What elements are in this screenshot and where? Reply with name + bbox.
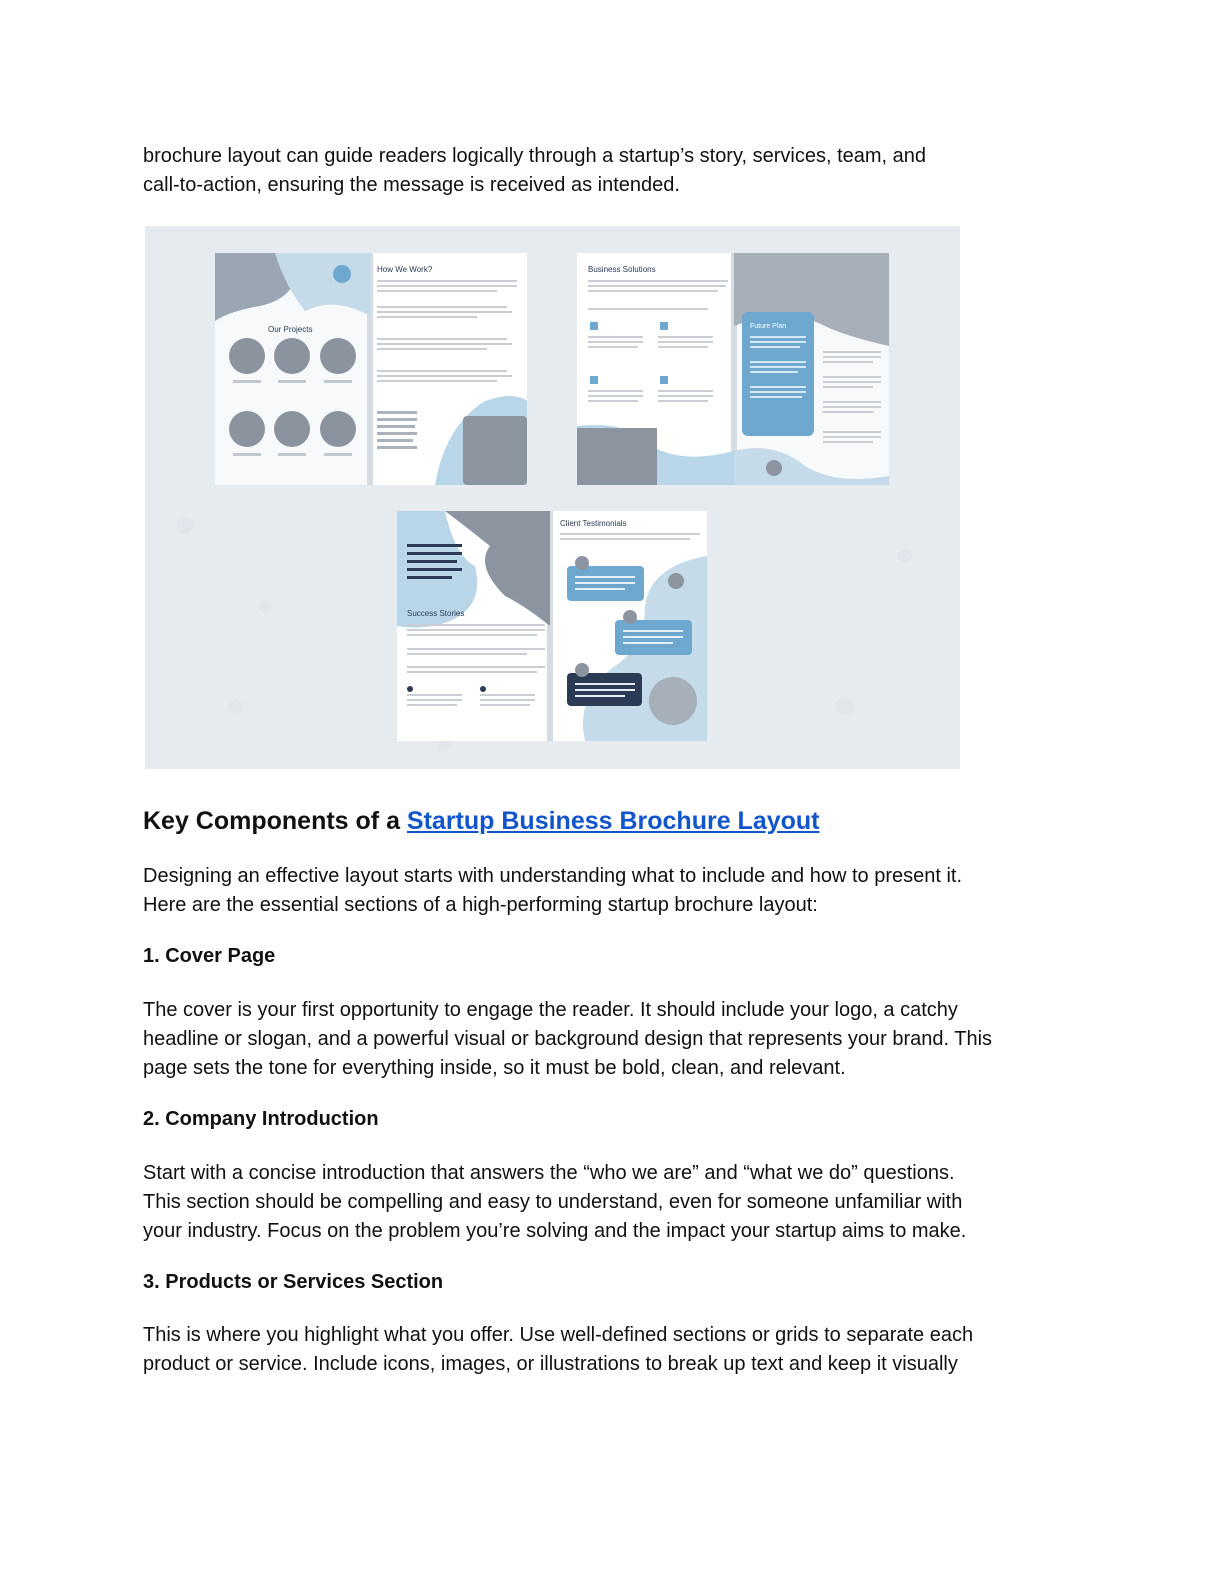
item-heading-company-introduction: 2. Company Introduction: [143, 1108, 379, 1130]
spread1-right-title: How We Work?: [377, 265, 433, 274]
item-2-line-3: your industry. Focus on the problem you’re solving and the impact your startup aims to make.: [143, 1220, 967, 1242]
spread2-left-title: Business Solutions: [588, 265, 656, 274]
brochure-layout-link[interactable]: Startup Business Brochure Layout: [406, 807, 820, 835]
item-3-line-1: This is where you highlight what you offer. Use well-defined sections or grids to separate each: [143, 1324, 974, 1346]
item-2-line-1: Start with a concise introduction that answers the “who we are” and “what we do” questions.: [143, 1162, 955, 1184]
item-paragraph-company-introduction: [143, 1159, 1083, 1246]
brochure-mockup-image: [145, 226, 960, 769]
item-1-line-3: page sets the tone for everything inside, so it must be bold, clean, and relevant.: [143, 1057, 846, 1079]
section-intro-line-2: Here are the essential sections of a high-performing startup brochure layout:: [143, 894, 818, 916]
section-heading-prefix: Key Components of a: [143, 807, 407, 835]
spread3-left-title: Success Stories: [407, 609, 465, 618]
item-paragraph-products-services: [143, 1321, 1083, 1379]
section-intro-line-1: Designing an effective layout starts with understanding what to include and how to present it.: [143, 865, 963, 887]
item-heading-cover-page: 1. Cover Page: [143, 945, 276, 967]
item-1-line-1: The cover is your first opportunity to engage the reader. It should include your logo, a catchy: [143, 999, 958, 1021]
intro-paragraph: [143, 142, 1083, 200]
brochure-spread-3: [397, 511, 707, 741]
intro-line-2: call-to-action, ensuring the message is received as intended.: [143, 174, 680, 196]
spread3-right-title: Client Testimonials: [560, 519, 627, 528]
item-heading-products-services: 3. Products or Services Section: [143, 1271, 444, 1293]
intro-line-1: brochure layout can guide readers logically through a startup’s story, services, team, and: [143, 145, 927, 167]
brochure-spread-2: [577, 253, 889, 485]
section-intro-paragraph: [143, 862, 1083, 920]
item-paragraph-cover-page: [143, 996, 1083, 1083]
item-3-line-2: product or service. Include icons, images, or illustrations to break up text and keep it visually: [143, 1353, 958, 1375]
item-2-line-2: This section should be compelling and easy to understand, even for someone unfamiliar with: [143, 1191, 963, 1213]
item-1-line-2: headline or slogan, and a powerful visual or background design that represents your brand. This: [143, 1028, 993, 1050]
spread1-left-title: Our Projects: [268, 325, 313, 334]
spread2-right-title: Future Plan: [750, 323, 787, 330]
section-heading: [143, 806, 820, 836]
brochure-spread-1: [215, 253, 527, 485]
